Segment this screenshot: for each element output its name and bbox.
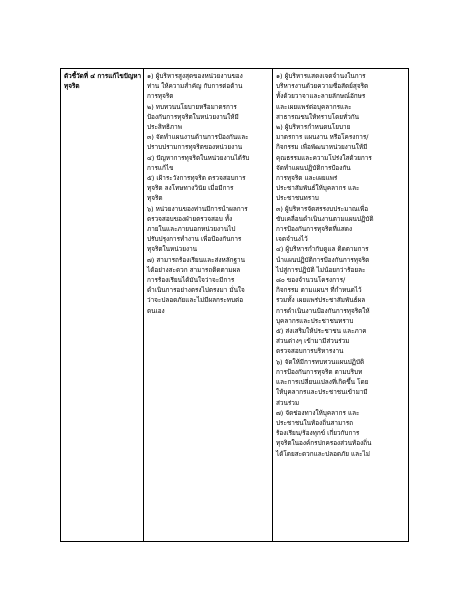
question-line: ทุจริตในหน่วยงาน: [147, 245, 198, 254]
question-line: ๔) ปัญหาการทุจริตในหน่วยงานได้รับ: [147, 153, 250, 162]
answer-line: กิจกรรม เพื่อพัฒนาหน่วยงานให้มี: [276, 143, 368, 152]
question-line: ป้องกันการทุจริตในหน่วยงานให้มี: [147, 112, 239, 121]
question-line: การแก้ไข: [147, 163, 174, 172]
question-line: ภายในและภายนอกหน่วยงานไป: [147, 225, 236, 234]
answer-line: ๔) ผู้บริหารกำกับดูแล ติดตามการ: [276, 245, 369, 254]
question-line: ตรวจสอบของฝ่ายตรวจสอบ ทั้ง: [147, 214, 233, 223]
question-line: ๒) ทบทวนนโยบายหรือมาตรการ: [147, 102, 237, 111]
question-line: การร้องเรียนได้มันใจว่าจะมีการ: [147, 276, 235, 285]
answer-line: ร้องเรียน/ร้องทุกข์ เกี่ยวกับการ: [276, 429, 360, 438]
answer-line: จัดทำแผนปฏิบัติการป้องกัน: [276, 163, 351, 172]
indicator-title-cell: [61, 69, 144, 542]
answer-line: มาตรการ แผนงาน หรือโครงการ/: [276, 133, 369, 142]
answer-line: และการเปลี่ยนแปลงที่เกิดขึ้น โดย: [276, 378, 369, 387]
question-line: ปรับปรุงการทำงาน เพื่อป้องกันการ: [147, 235, 242, 244]
answer-line: รวมทั้ง เผยแพร่ประชาสัมพันธ์ผล: [276, 296, 366, 305]
answer-line: และเผยแพร่ต่อบุคลากรและ: [276, 102, 352, 111]
question-line: ว่าจะปลอดภัยและไม่มีผลกระทบต่อ: [147, 296, 244, 305]
answer-line: ๗) จัดช่องทางให้บุคลากร และ: [276, 408, 360, 417]
question-cell: [144, 69, 273, 542]
answer-line: สาธารณชนให้ทราบโดยทั่วกัน: [276, 112, 360, 121]
question-line: ๗) สามารถร้องเรียนและส่งหลักฐาน: [147, 255, 246, 264]
answer-line: ทุจริตในองค์กรปกครองส่วนท้องถิ่น: [276, 439, 372, 448]
table-row: [61, 69, 409, 542]
answer-cell: [273, 69, 409, 542]
answer-line: บริหารงานด้วยความซื่อสัตย์สุจริต: [276, 82, 369, 91]
answer-line: ตรวจสอบการบริหารงาน: [276, 347, 344, 356]
answer-line: ประชาสัมพันธ์ให้บุคลากร และ: [276, 184, 360, 193]
question-line: การทุจริต: [147, 92, 174, 101]
indicator-title-line: ตัวชี้วัดที่ ๔ การแก้ไขปัญหา: [64, 72, 142, 80]
question-line: ได้อย่างสะดวก สามารถติดตามผล: [147, 265, 241, 274]
answer-line: การดำเนินงานป้องกันการทุจริตให้: [276, 306, 370, 315]
answer-line: ๕) ส่งเสริมให้ประชาชน และภาค: [276, 327, 367, 336]
question-line: ๖) หน่วยงานของท่านมีการนำผลการ: [147, 204, 248, 213]
question-line: ทุจริต: [147, 194, 163, 203]
answer-line: ๖) จัดให้มีการทบทวนแผนปฏิบัติ: [276, 357, 365, 366]
answer-line: ทั้งด้วยวาจาและลายลักษณ์อักษร: [276, 92, 366, 101]
question-line: ๑) ผู้บริหารสูงสุดของหน่วยงานของ: [147, 72, 243, 80]
answer-line: เจตจำนงไว้: [276, 235, 308, 244]
answer-line: การป้องกันการทุจริต ตามบริบท: [276, 367, 363, 376]
indicator-table: [60, 68, 409, 542]
question-line: ๓) จัดทำแผนงานด้านการป้องกันและ: [147, 133, 249, 142]
answer-line: ให้บุคลากรและประชาชนเข้ามามี: [276, 388, 368, 397]
question-line: ทุจริต ลงโทษทางวินัย เมื่อมีการ: [147, 184, 234, 193]
question-line: ดำเนินการอย่างตรงไปตรงมา มั่นใจ: [147, 286, 245, 295]
answer-line: ขับเคลื่อนดำเนินงานตามแผนปฏิบัติ: [276, 214, 374, 223]
question-line: ปราบปรามการทุจริตของหน่วยงาน: [147, 143, 243, 152]
answer-line: ส่วนต่างๆ เข้ามามีส่วนร่วม: [276, 337, 350, 346]
answer-line: กิจกรรม ตามแผนฯ ที่กำหนดไว้: [276, 286, 362, 295]
answer-line: คุณธรรมและความโปร่งใสด้วยการ: [276, 153, 372, 162]
answer-line: การทุจริต และเผยแพร่: [276, 174, 338, 183]
indicator-title-line: ทุจริต: [64, 82, 80, 91]
answer-line: ประชาชนในท้องถิ่นสามารถ: [276, 418, 354, 427]
answer-line: ไปสู่การปฏิบัติ ไม่น้อยกว่าร้อยละ: [276, 265, 366, 274]
answer-line: ได้โดยสะดวกและปลอดภัย และไม่: [276, 449, 370, 458]
answer-line: ๘๐ ของจำนวนโครงการ/: [276, 276, 346, 285]
answer-line: การป้องกันการทุจริตที่แสดง: [276, 225, 353, 234]
answer-line: ๓) ผู้บริหารจัดสรรงบประมาณเพื่อ: [276, 204, 369, 213]
question-line: ตนเอง: [147, 306, 165, 315]
question-line: ประสิทธิภาพ: [147, 123, 182, 132]
question-line: ๕) เฝ้าระวังการทุจริต ตรวจสอบการ: [147, 174, 246, 183]
answer-line: บุคลากรและประชาชนทราบ: [276, 316, 354, 325]
answer-line: ประชาชนทราบ: [276, 194, 319, 203]
answer-line: ส่วนร่วม: [276, 398, 300, 407]
answer-line: ๑) ผู้บริหารแสดงเจตจำนงในการ: [276, 72, 366, 80]
question-line: ท่าน ให้ความสำคัญ กับการต่อต้าน: [147, 82, 243, 91]
answer-line: ๒) ผู้บริหารกำหนดนโยบาย: [276, 123, 351, 132]
answer-line: นำแผนปฏิบัติการป้องกันการทุจริต: [276, 255, 370, 264]
